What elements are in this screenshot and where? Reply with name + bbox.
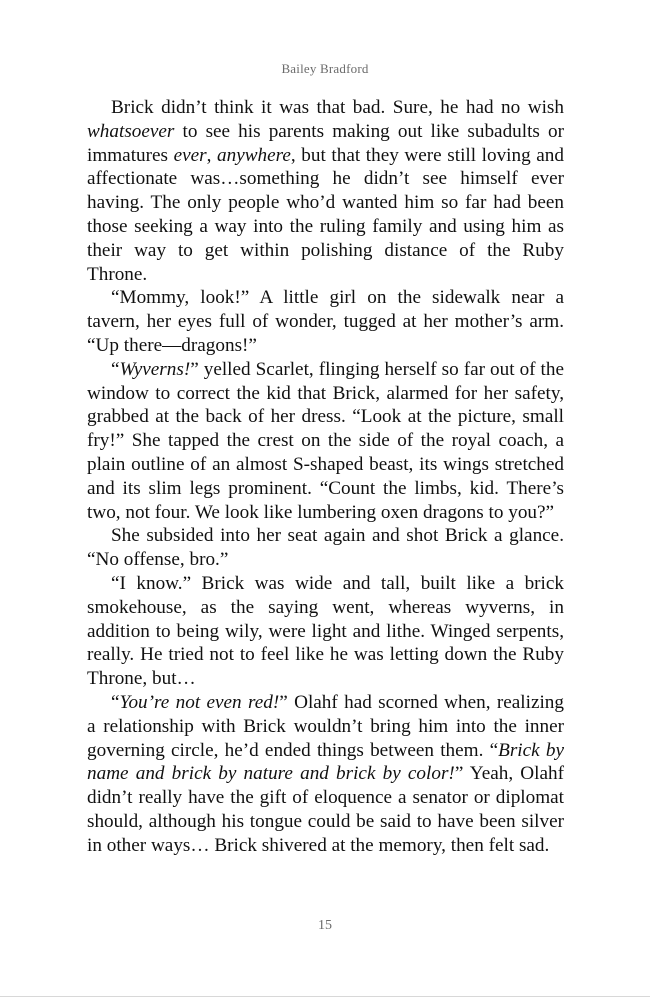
italic-run: Brick by name and brick by nature and brick by color! <box>87 739 564 785</box>
text-run: “ <box>111 691 120 713</box>
text-run: , <box>206 144 218 166</box>
text-run: to see his parents making out like subadults or immatures <box>87 120 564 166</box>
paragraph <box>87 358 564 525</box>
paragraph <box>87 524 564 572</box>
paragraph <box>87 572 564 691</box>
page-bottom-edge <box>0 996 650 997</box>
text-run: ” Olahf had scorned when, realizing a relationship with Brick wouldn’t bring him into the inner governing circle, he’d ended things between them. “ <box>87 691 564 761</box>
page-number: 15 <box>318 918 332 933</box>
text-run: ” yelled Scarlet, flinging herself so far out of the window to correct the kid that Brick, alarmed for her safety, grabbed at the back of her dress. “Look at the picture, small fry!” She tapped the crest on the side of the royal coach, a plain outline of an almost S-shaped beast, its wings stretched and its slim legs prominent. “Count the limbs, kid. There’s two, not four. We look like lumbering oxen dragons to you?” <box>87 358 564 523</box>
text-run: Brick didn’t think it was that bad. Sure, he had no wish <box>111 97 564 118</box>
body-text <box>87 96 564 858</box>
text-run: “I know.” Brick was wide and tall, built like a brick smokehouse, as the saying went, whereas wyverns, in addition to being wily, were light and lithe. Winged serpents, really. He tried not to feel like he was letting down the Ruby Throne, but… <box>87 572 564 690</box>
italic-run: Wyverns! <box>119 358 191 380</box>
text-run: , but that they were still loving and affectionate was…something he didn’t see himself ever having. The only people who’d wanted him so far had been those seeking a way into the ruling family and using him as their way to get within polishing distance of the Ruby Throne. <box>87 144 564 285</box>
italic-run: ever <box>173 144 207 166</box>
text-run: “ <box>111 358 120 380</box>
text-run: She subsided into her seat again and shot Brick a glance. “No offense, bro.” <box>87 525 564 571</box>
running-head-author: Bailey Bradford <box>281 61 369 76</box>
italic-run: anywhere <box>217 144 291 166</box>
text-run: “Mommy, look!” A little girl on the sidewalk near a tavern, her eyes full of wonder, tugged at her mother’s arm. “Up there—dragons!” <box>87 287 564 356</box>
text-run: ” Yeah, Olahf didn’t really have the gift of eloquence a senator or diplomat should, although his tongue could be said to have been silver in other ways… Brick shivered at the memory, then felt sad. <box>87 763 564 856</box>
italic-run: whatsoever <box>87 120 175 142</box>
paragraph <box>87 691 564 858</box>
paragraph <box>87 96 564 286</box>
italic-run: You’re not even red! <box>119 691 280 713</box>
paragraph <box>87 286 564 357</box>
